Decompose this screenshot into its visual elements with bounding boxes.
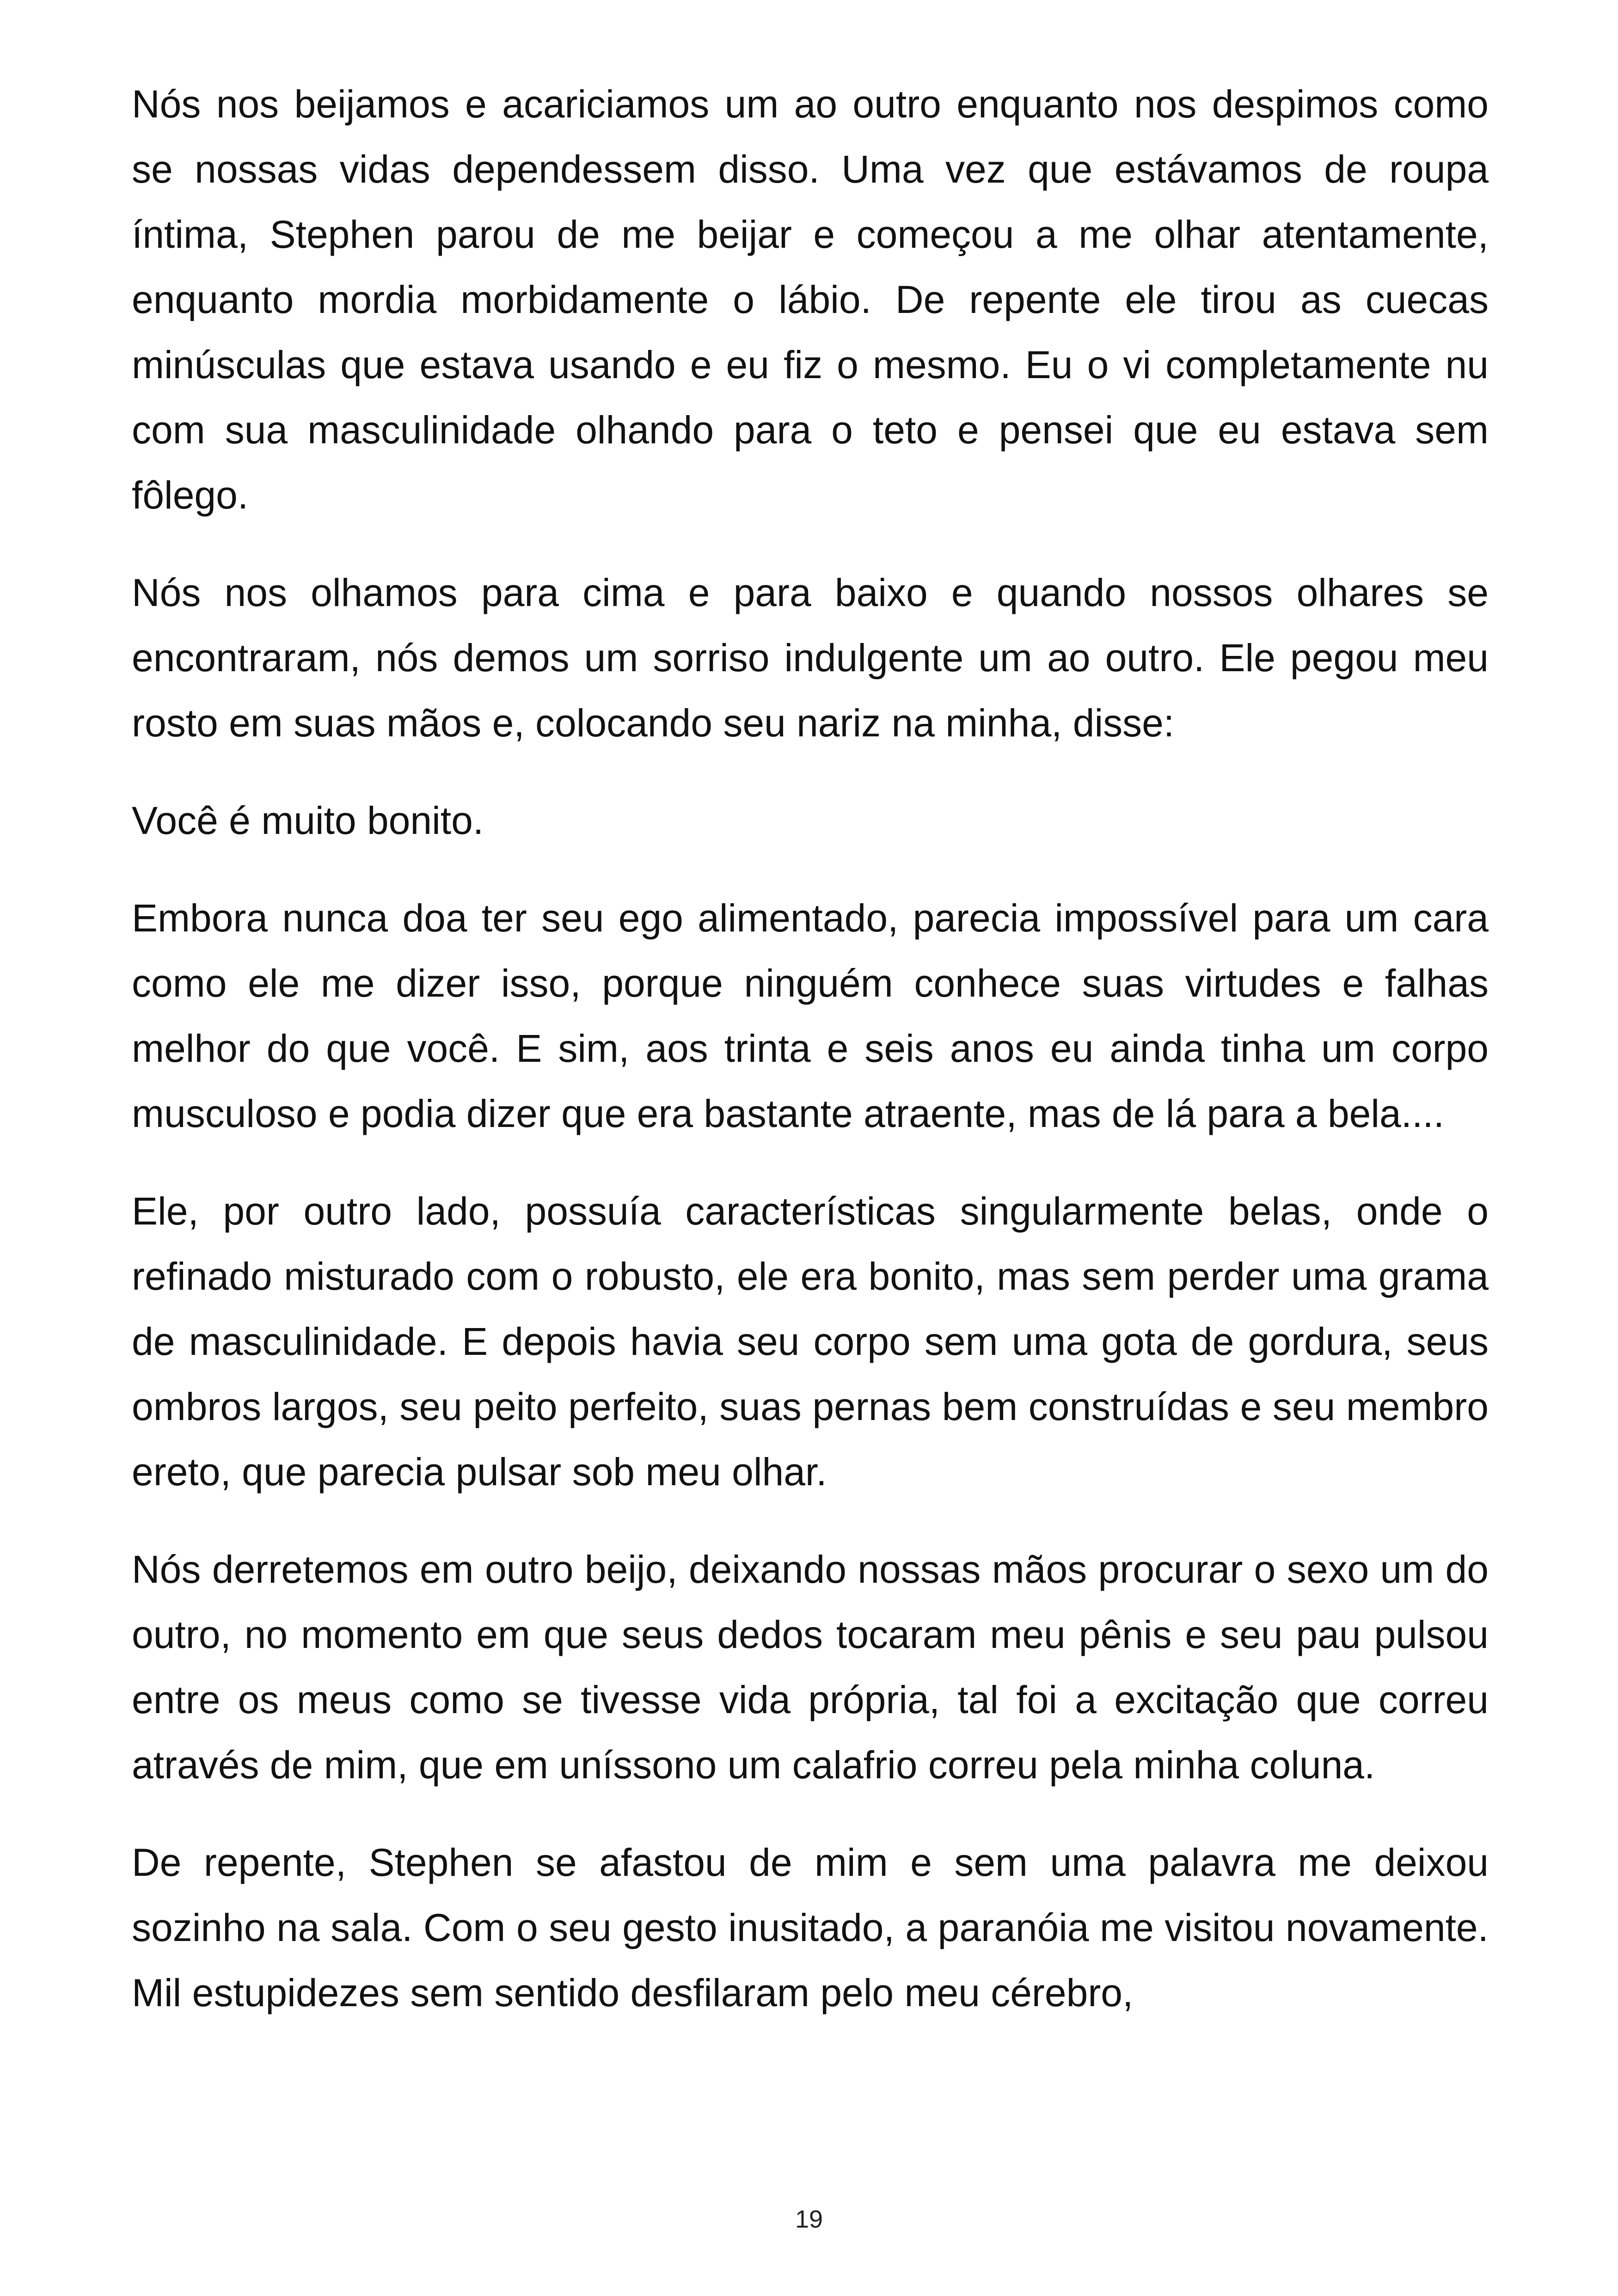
page-number: 19: [795, 2205, 823, 2233]
paragraph-1: Nós nos beijamos e acariciamos um ao outro enquanto nos despimos como se nossas vidas dependessem disso. Uma vez que estávamos de roupa íntima, Stephen parou de me beijar e começou a me olhar atentamente, enquanto mordia morbidamente o lábio. De repente ele tirou as cuecas minúsculas que estava usando e eu fiz o mesmo. Eu o vi completamente nu com sua masculinidade olhando para o teto e pensei que eu estava sem fôlego.: [132, 82, 1489, 517]
paragraph-2: Nós nos olhamos para cima e para baixo e quando nossos olhares se encontraram, nós demos um sorriso indulgente um ao outro. Ele pegou meu rosto em suas mãos e, colocando seu nariz na minha, disse:: [132, 571, 1489, 745]
paragraph-4: Embora nunca doa ter seu ego alimentado, parecia impossível para um cara como ele me dizer isso, porque ninguém conhece suas virtudes e falhas melhor do que você. E sim, aos trinta e seis anos eu ainda tinha um corpo musculoso e podia dizer que era bastante atraente, mas de lá para a bela....: [132, 896, 1489, 1135]
paragraph-3: Você é muito bonito.: [132, 799, 484, 842]
paragraph-7: De repente, Stephen se afastou de mim e sem uma palavra me deixou sozinho na sala. Com o seu gesto inusitado, a paranóia me visitou novamente. Mil estupidezes sem sentido desfilaram pelo meu cérebro,: [132, 1841, 1489, 2014]
body-text: [132, 72, 1489, 2058]
paragraph-5: Ele, por outro lado, possuía características singularmente belas, onde o refinado misturado com o robusto, ele era bonito, mas sem perder uma grama de masculinidade. E depois havia seu corpo sem uma gota de gordura, seus ombros largos, seu peito perfeito, suas pernas bem construídas e seu membro ereto, que parecia pulsar sob meu olhar.: [132, 1189, 1489, 1494]
paragraph-6: Nós derretemos em outro beijo, deixando nossas mãos procurar o sexo um do outro, no momento em que seus dedos tocaram meu pênis e seu pau pulsou entre os meus como se tivesse vida própria, tal foi a excitação que correu através de mim, que em uníssono um calafrio correu pela minha coluna.: [132, 1548, 1489, 1787]
